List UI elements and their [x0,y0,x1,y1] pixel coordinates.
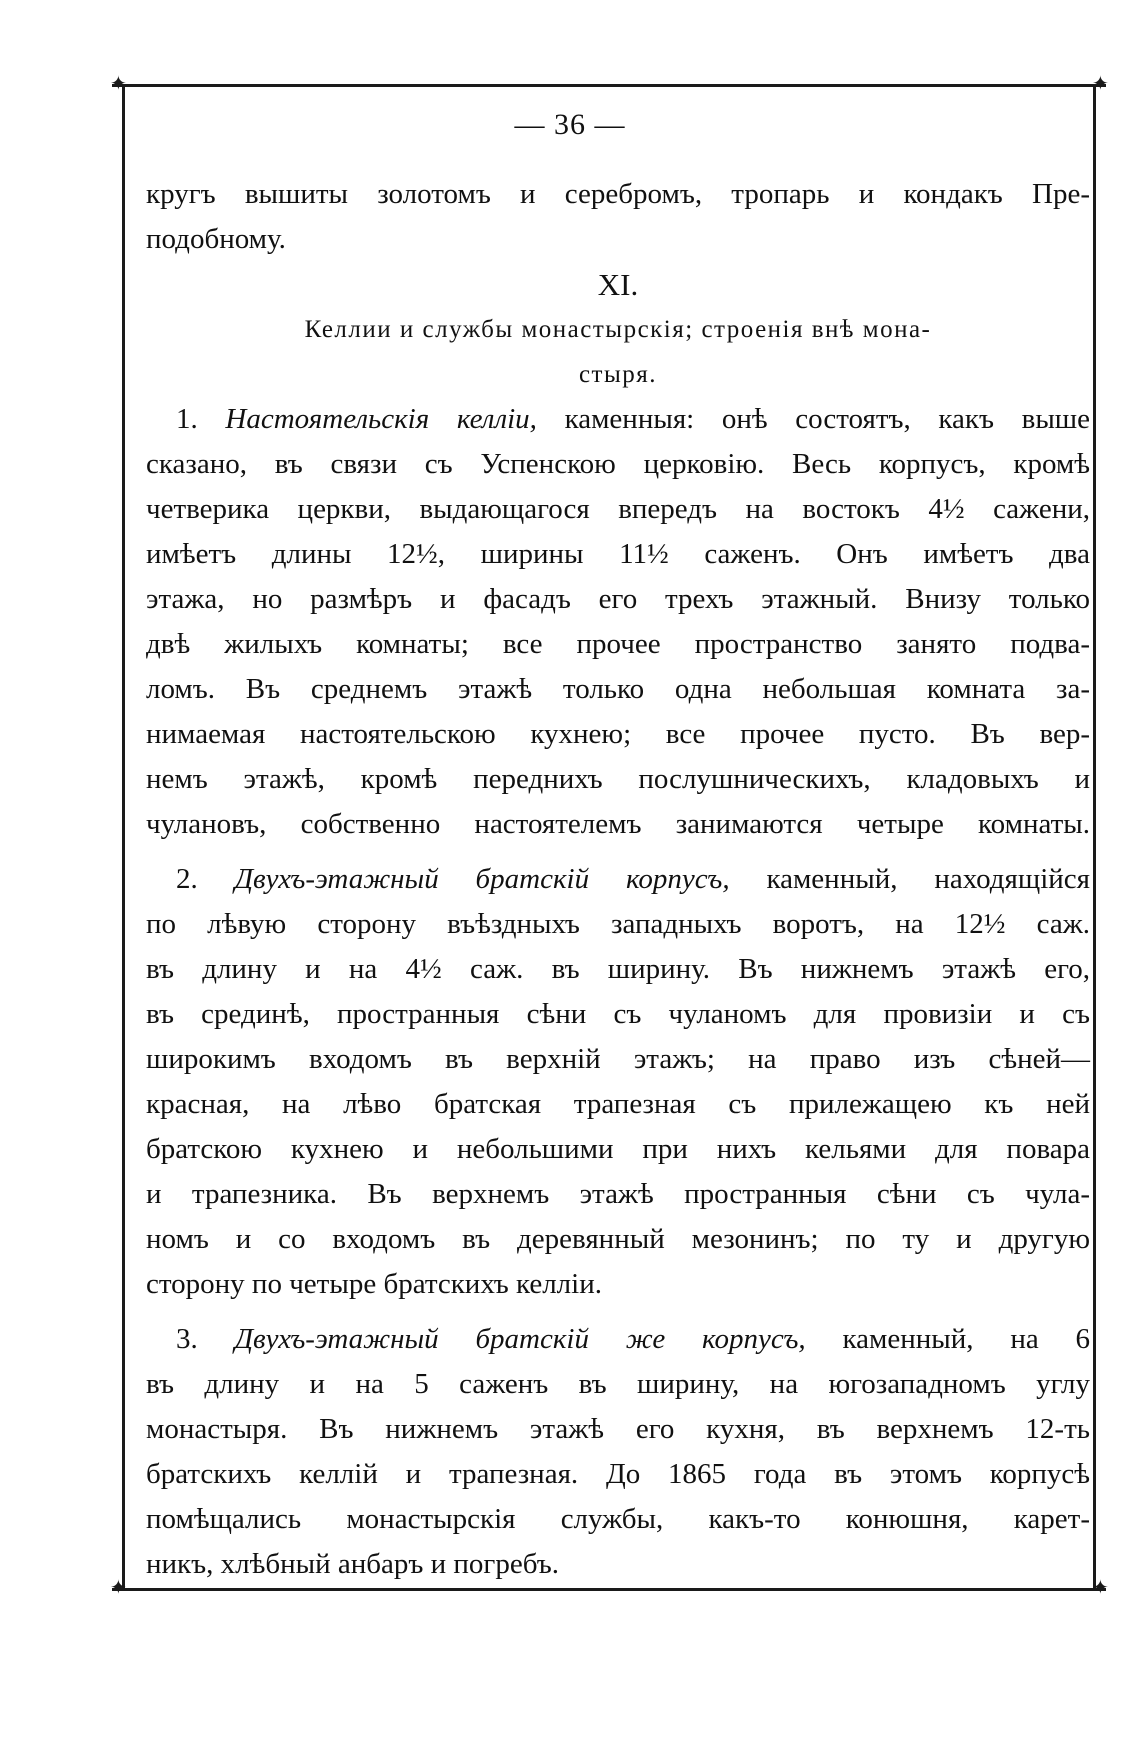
paragraph-3-first-line [146,1317,1090,1362]
paragraph-2-line: братскою кухнею и небольшими при нихъ кельями для повара [146,1133,1090,1165]
paragraph-2-italic-title: Двухъ-этажный братскій корпусъ, [234,863,730,895]
paragraph-1-line: этажа, но размѣръ и фасадъ его трехъ этажный. Внизу только [146,583,1090,615]
paragraph-2-line: въ срединѣ, пространныя сѣни съ чуланомъ для провизіи и съ [146,998,1090,1030]
corner-ornament-bottom-left: ✦ [110,1577,127,1599]
paragraph-1-line: двѣ жилыхъ комнаты; все прочее пространство занято подва- [146,628,1090,660]
paragraph-2-line: широкимъ входомъ въ верхній этажъ; на право изъ сѣней— [146,1043,1090,1075]
paragraph-1-number: 1. [176,403,198,435]
paragraph-2-first-line-text: каменный, находящійся [766,863,1090,895]
paragraph-1-line: нимаемая настоятельскою кухнею; все прочее пусто. Въ вер- [146,718,1090,750]
paragraph-2-first-line [146,857,1090,902]
corner-ornament-bottom-right: ✦ [1092,1577,1109,1599]
paragraph-3-line: помѣщались монастырскія службы, какъ-то конюшня, карет- [146,1503,1090,1535]
paragraph-3-italic-title: Двухъ-этажный братскій же корпусъ, [234,1323,806,1355]
corner-ornament-top-right: ✦ [1092,73,1109,95]
paragraph-1-line: четверика церкви, выдающагося впередъ на востокъ 4½ сажени, [146,493,1090,525]
top-ornamental-rule [112,84,1106,87]
opening-line-1: кругъ вышиты золотомъ и серебромъ, тропарь и кондакъ Пре- [146,178,1090,210]
paragraph-3-line: монастыря. Въ нижнемъ этажѣ его кухня, въ верхнемъ 12-ть [146,1413,1090,1445]
paragraph-2-number: 2. [176,863,198,895]
paragraph-1-first-line [146,397,1090,442]
section-title-line-2: стыря. [578,361,658,388]
bottom-ornamental-rule [112,1588,1106,1591]
paragraph-2-line: въ длину и на 4½ саж. въ ширину. Въ нижнемъ этажѣ его, [146,953,1090,985]
paragraph-3-line: никъ, хлѣбный анбаръ и погребъ. [146,1548,559,1580]
opening-line-2: подобному. [146,223,286,255]
paragraph-2-line: сторону по четыре братскихъ келліи. [146,1268,602,1300]
paragraph-1-line: сказано, въ связи съ Успенскою церковію. Весь корпусъ, кромѣ [146,448,1090,480]
page-number: — 36 — [514,108,626,141]
paragraph-1-line: немъ этажѣ, кромѣ переднихъ послушническихъ, кладовыхъ и [146,763,1090,795]
paragraph-2-line: по лѣвую сторону въѣздныхъ западныхъ воротъ, на 12½ саж. [146,908,1090,940]
paragraph-1-first-line-text: каменныя: онѣ состоятъ, какъ выше [564,403,1091,435]
corner-ornament-top-left: ✦ [110,73,127,95]
paragraph-3-number: 3. [176,1323,198,1355]
section-title-line-1: Келлии и службы монастырскія; строенія внѣ мона- [304,316,932,343]
paragraph-1-line: чулановъ, собственно настоятелемъ занимаются четыре комнаты. [146,808,1090,840]
paragraph-3-line: братскихъ келлій и трапезная. До 1865 года въ этомъ корпусѣ [146,1458,1090,1490]
section-number: XI. [597,267,639,302]
paragraph-2-line: и трапезника. Въ верхнемъ этажѣ пространныя сѣни съ чула- [146,1178,1090,1210]
paragraph-1-italic-title: Настоятельскія келліи, [225,403,537,435]
paragraph-2-line: красная, на лѣво братская трапезная съ прилежащею къ ней [146,1088,1090,1120]
paragraph-1-line: имѣетъ длины 12½, ширины 11½ саженъ. Онъ имѣетъ два [146,538,1090,570]
page-body [146,172,1090,1587]
paragraph-3-first-line-text: каменный, на 6 [842,1323,1091,1355]
paragraph-3-line: въ длину и на 5 саженъ въ ширину, на югозападномъ углу [146,1368,1090,1400]
paragraph-1-line: ломъ. Въ среднемъ этажѣ только одна небольшая комната за- [146,673,1090,705]
paragraph-2-line: номъ и со входомъ въ деревянный мезонинъ; по ту и другую [146,1223,1090,1255]
